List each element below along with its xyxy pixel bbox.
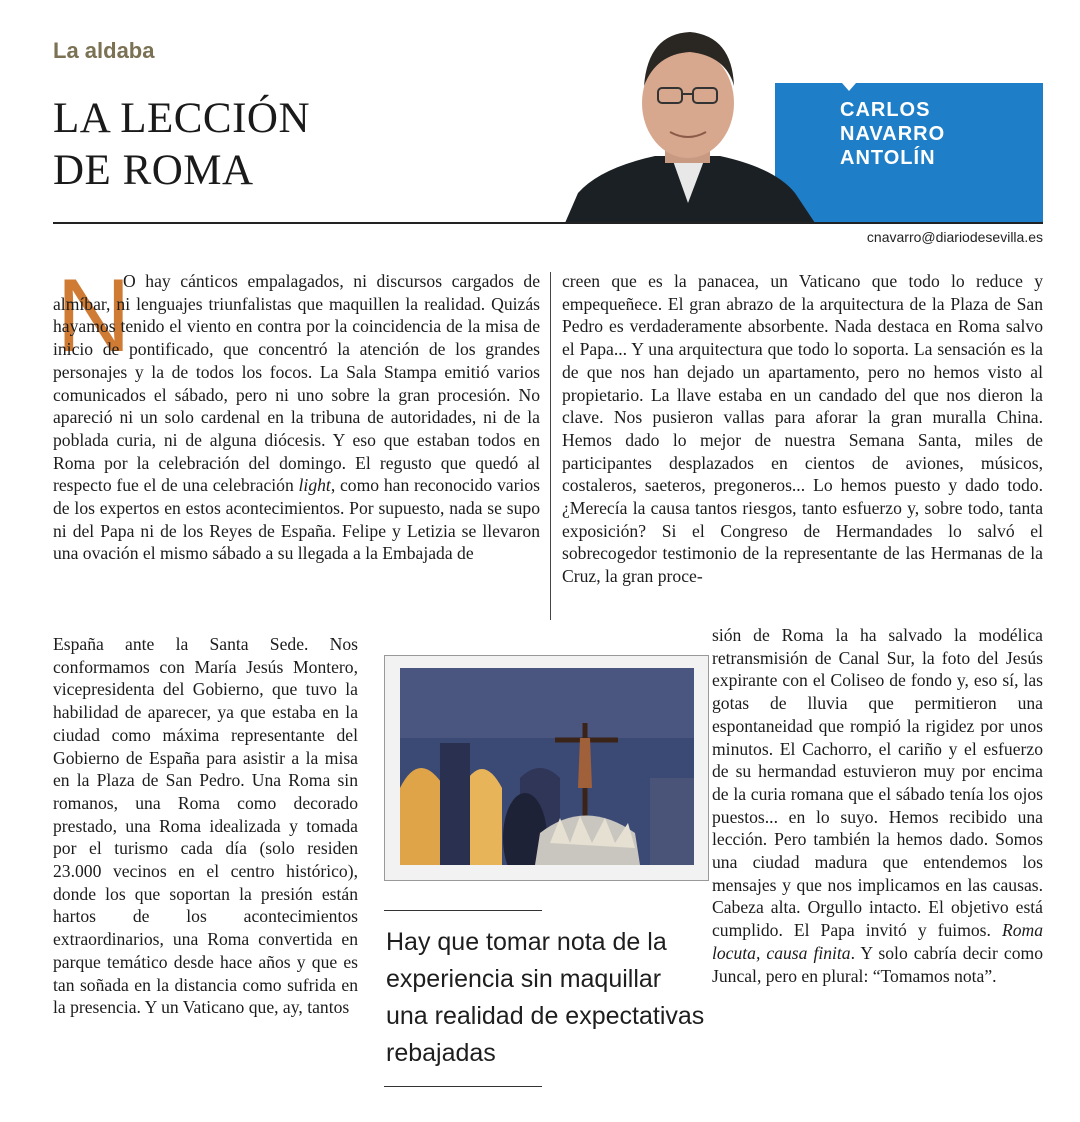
pullquote-rule-top [384,910,542,911]
italic-light: light [298,475,331,496]
body-paragraph-4-end: . Y solo cabría decir como Juncal, pero en plural: “Tomamos nota”. [712,942,1043,986]
body-paragraph-4: sión de Roma la ha salvado la modélica retransmisión de Canal Sur, la foto del Jesús expirante con el Coliseo de fondo y, eso sí, las gotas de lluvia que permitieron una espontaneidad que rompió la rigidez por unos minutos. El Cachorro, el cariño y el esfuerzo de su hermandad estuvieron muy por encima de la curia romana que el sábado tenía los ojos puestos... en lo suyo. Hemos recibido una lección. Pero también la hemos dado. Somos una ciudad madura que entendemos los mensajes y que nos implicamos en las causas. Cabeza alta. Orgullo intacto. El objetivo está cumplido. El Papa invitó y fuimos. [712,625,1043,941]
author-box-notch [842,83,856,91]
body-column-1-bottom [53,633,358,1019]
body-paragraph-2: España ante la Santa Sede. Nos conformamos con María Jesús Montero, vicepresidenta del Gobierno, que tuvo la habilidad de aparecer, ya que estaba en la ciudad como máxima representante del Gobierno de España para asistir a la misa en la Plaza de San Pedro. Una Roma sin romanos, una Roma como decorado prestado, una Roma idealizada y tomada por el turismo cada día (solo residen 23.000 vecinos en el centro histórico), donde los que soportan la presión están hartos de los acontecimientos extraordinarios, una Roma convertida en parque temático desde hace años y que es tan soñada en la distancia como sufrida en la presencia. Y un Vaticano que, ay, tantos [53,634,358,1018]
section-label: La aldaba [53,38,155,63]
body-paragraph-1: O hay cánticos empalagados, ni discursos cargados de almíbar, ni lenguajes triunfalistas que maquillen la realidad. Quizás hayamos tenido el viento en contra por la coincidencia de la misa de inicio de pontificado, que concentró la atención de los grandes personajes y la de todos los focos. La Sala Stampa emitió varios comunicados el sábado, pero ni uno sobre la gran procesión. No apareció ni un solo cardenal en la tribuna de autoridades, ni de la poblada curia, ni de alguna diócesis. Y eso que estaban todos en Roma por la celebración del domingo. El regusto que quedó al respecto fue el de una celebración [53,271,540,496]
body-column-3 [712,624,1043,987]
body-paragraph-3: creen que es la panacea, un Vaticano que todo lo reduce y empequeñece. El gran abrazo de la arquitectura de la Plaza de San Pedro es verdaderamente absorbente. Nada destaca en Roma salvo el Papa... Y una arquitectura que todo lo soporta. La sensación es la de que nos han dejado un apartamento, pero no hemos visto al propietario. La llave estaba en un candado del que nos dieron la clave. Nos pusieron vallas para aforar la gran muralla China. Hemos dado lo mejor de nuestra Semana Santa, miles de participantes desplazados en cientos de aviones, músicos, costaleros, saeteros, pregoneros... Lo hemos puesto y dado todo. ¿Merecía la causa tantos riesgos, tanto esfuerzo y, sobre todo, tanta exposición? Si el Congreso de Hermandades lo salvó el sobrecogedor testimonio de la representante de las Hermanas de la Cruz, la gran proce- [562,271,1043,587]
body-column-2 [562,270,1043,588]
headline-line-1: LA LECCIÓN [53,95,311,142]
author-name-line-2: NAVARRO [840,123,946,145]
italic-latin: Roma locuta, causa finita [712,920,1043,963]
body-paragraph-1-cont: , como han reconocido varios de los expertos en estos acontecimientos. Por supuesto, nada se supo ni del Papa ni de los Reyes de España. Felipe y Letizia se llevaron una ovación el mismo sábado a su llegada a la Embajada de [53,475,540,564]
body-column-1-top [53,270,540,565]
author-name-line-3: ANTOLÍN [840,147,936,169]
procession-photo [400,668,694,865]
author-email[interactable]: cnavarro@diariodesevilla.es [866,229,1043,245]
author-portrait [560,28,815,223]
headline-line-2: DE ROMA [53,147,254,194]
pullquote: Hay que tomar nota de la experiencia sin maquillar una realidad de expectativas rebajadas [386,928,705,1067]
pullquote-rule-bottom [384,1086,542,1087]
column-divider [550,272,551,620]
header-rule [53,222,1043,224]
drop-cap: N [56,258,132,374]
author-name-line-1: CARLOS [840,99,931,121]
